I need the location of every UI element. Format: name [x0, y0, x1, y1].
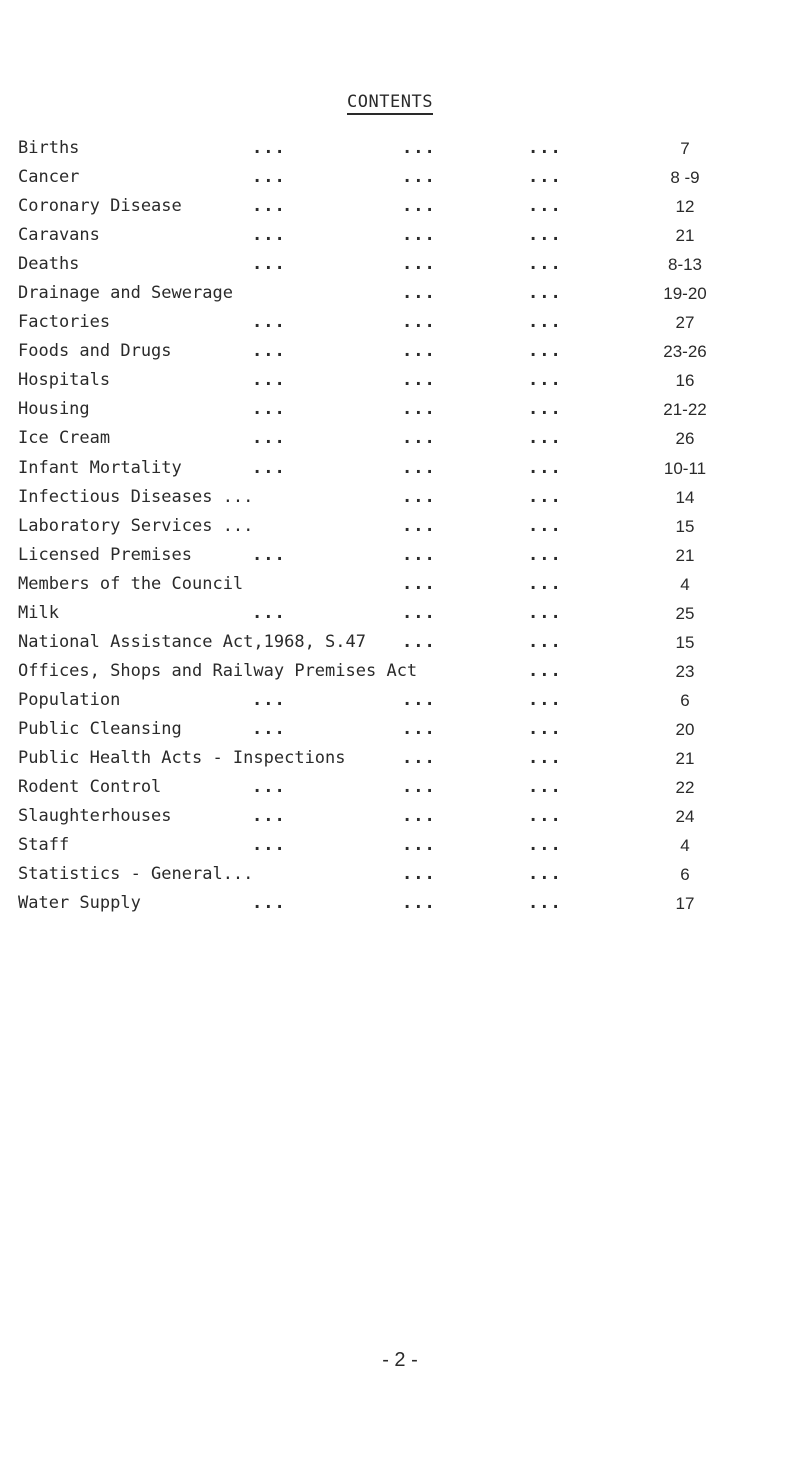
dot-leader: ... [528, 806, 562, 827]
entry-page-number: 19-20 [663, 284, 707, 304]
contents-entry [0, 715, 800, 744]
entry-label: Infectious Diseases ... [18, 486, 254, 507]
contents-entry [0, 657, 800, 686]
dot-leader: ... [402, 457, 436, 478]
dot-leader: ... [252, 689, 286, 710]
dot-leader: ... [252, 893, 286, 914]
contents-entry [0, 570, 800, 599]
dot-leader: ... [528, 399, 562, 420]
dot-leader: ... [402, 718, 436, 739]
contents-entry [0, 163, 800, 192]
entry-label: Water Supply [18, 893, 141, 914]
entry-label: Public Health Acts - Inspections [18, 747, 346, 768]
entry-page-number: 12 [675, 197, 695, 217]
dot-leader: ... [528, 515, 562, 536]
dot-leader: ... [252, 457, 286, 478]
dot-leader: ... [528, 631, 562, 652]
entry-label: Infant Mortality [18, 457, 182, 478]
dot-leader: ... [252, 312, 286, 333]
dot-leader: ... [402, 747, 436, 768]
dot-leader: ... [252, 167, 286, 188]
entry-page-number: 17 [675, 894, 695, 914]
dot-leader: ... [528, 835, 562, 856]
entry-label: Ice Cream [18, 428, 111, 449]
entry-label: Statistics - General... [18, 864, 254, 885]
dot-leader: ... [252, 196, 286, 217]
dot-leader: ... [252, 602, 286, 623]
contents-entry [0, 744, 800, 773]
contents-entry [0, 250, 800, 279]
contents-entry [0, 279, 800, 308]
entry-label: Hospitals [18, 370, 111, 391]
dot-leader: ... [528, 138, 562, 158]
contents-entry [0, 337, 800, 366]
entry-label: Foods and Drugs [18, 341, 172, 362]
dot-leader: ... [252, 835, 286, 856]
contents-entry [0, 599, 800, 628]
dot-leader: ... [528, 660, 562, 681]
dot-leader: ... [528, 254, 562, 275]
dot-leader: ... [402, 254, 436, 275]
dot-leader: ... [528, 689, 562, 710]
dot-leader: ... [252, 254, 286, 275]
entry-label: National Assistance Act,1968, S.47 [18, 631, 366, 652]
entry-page-number: 6 [680, 865, 690, 885]
dot-leader: ... [402, 167, 436, 188]
dot-leader: ... [402, 864, 436, 885]
entry-label: Offices, Shops and Railway Premises Act [18, 660, 418, 681]
entry-page-number: 21 [675, 748, 695, 768]
entry-page-number: 8-13 [667, 255, 703, 275]
dot-leader: ... [528, 341, 562, 362]
entry-page-number: 21 [675, 226, 695, 246]
dot-leader: ... [402, 370, 436, 391]
dot-leader: ... [402, 544, 436, 565]
dot-leader: ... [528, 544, 562, 565]
dot-leader: ... [528, 747, 562, 768]
entry-page-number: 20 [675, 719, 695, 739]
dot-leader: ... [402, 225, 436, 246]
contents-entry [0, 541, 800, 570]
dot-leader: ... [528, 602, 562, 623]
contents-entry [0, 134, 800, 163]
entry-label: Staff [18, 835, 70, 856]
dot-leader: ... [252, 341, 286, 362]
dot-leader: ... [528, 573, 562, 594]
contents-list [0, 134, 800, 918]
contents-entry [0, 366, 800, 395]
contents-entry [0, 831, 800, 860]
dot-leader: ... [402, 196, 436, 217]
contents-entry [0, 395, 800, 424]
page-number: - 2 - [382, 1349, 418, 1371]
contents-entry [0, 454, 800, 483]
dot-leader: ... [402, 777, 436, 798]
dot-leader: ... [402, 631, 436, 652]
contents-entry [0, 802, 800, 831]
entry-page-number: 15 [675, 516, 695, 536]
dot-leader: ... [528, 312, 562, 333]
dot-leader: ... [528, 864, 562, 885]
dot-leader: ... [252, 806, 286, 827]
dot-leader: ... [528, 893, 562, 914]
entry-label: Drainage and Sewerage [18, 283, 233, 304]
dot-leader: ... [528, 283, 562, 304]
dot-leader: ... [528, 196, 562, 217]
dot-leader: ... [402, 806, 436, 827]
dot-leader: ... [402, 399, 436, 420]
entry-page-number: 6 [680, 690, 690, 710]
entry-label: Population [18, 689, 121, 710]
entry-label: Licensed Premises [18, 544, 192, 565]
entry-label: Rodent Control [18, 777, 162, 798]
contents-entry [0, 483, 800, 512]
entry-page-number: 4 [680, 574, 690, 594]
dot-leader: ... [528, 370, 562, 391]
entry-label: Births [18, 138, 80, 158]
dot-leader: ... [528, 225, 562, 246]
entry-label: Deaths [18, 254, 80, 275]
entry-page-number: 27 [675, 313, 695, 333]
contents-entry [0, 424, 800, 453]
dot-leader: ... [402, 835, 436, 856]
entry-label: Factories [18, 312, 111, 333]
entry-label: Members of the Council [18, 573, 244, 594]
entry-page-number: 7 [680, 139, 690, 158]
contents-entry [0, 686, 800, 715]
contents-entry [0, 773, 800, 802]
dot-leader: ... [402, 602, 436, 623]
dot-leader: ... [252, 225, 286, 246]
entry-page-number: 10-11 [663, 458, 707, 478]
dot-leader: ... [402, 893, 436, 914]
dot-leader: ... [402, 689, 436, 710]
dot-leader: ... [402, 486, 436, 507]
entry-page-number: 14 [675, 487, 695, 507]
dot-leader: ... [252, 544, 286, 565]
entry-label: Laboratory Services ... [18, 515, 254, 536]
dot-leader: ... [528, 167, 562, 188]
entry-label: Coronary Disease [18, 196, 182, 217]
dot-leader: ... [402, 138, 436, 158]
page-title [0, 92, 780, 115]
contents-entry [0, 308, 800, 337]
entry-label: Slaughterhouses [18, 806, 172, 827]
dot-leader: ... [402, 341, 436, 362]
dot-leader: ... [528, 777, 562, 798]
entry-page-number: 8 -9 [670, 168, 700, 188]
contents-entry [0, 889, 800, 918]
dot-leader: ... [402, 283, 436, 304]
entry-label: Caravans [18, 225, 100, 246]
dot-leader: ... [528, 457, 562, 478]
dot-leader: ... [402, 573, 436, 594]
contents-entry [0, 628, 800, 657]
entry-label: Cancer [18, 167, 80, 188]
entry-page-number: 15 [675, 632, 695, 652]
entry-label: Housing [18, 399, 90, 420]
dot-leader: ... [402, 312, 436, 333]
contents-entry [0, 192, 800, 221]
entry-page-number: 23-26 [663, 342, 707, 362]
contents-entry [0, 512, 800, 541]
dot-leader: ... [252, 399, 286, 420]
entry-page-number: 21 [675, 545, 695, 565]
dot-leader: ... [252, 777, 286, 798]
entry-page-number: 21-22 [663, 400, 707, 420]
contents-entry [0, 860, 800, 889]
entry-page-number: 4 [680, 836, 690, 856]
dot-leader: ... [528, 486, 562, 507]
dot-leader: ... [528, 428, 562, 449]
dot-leader: ... [402, 515, 436, 536]
dot-leader: ... [252, 718, 286, 739]
page-title-text: CONTENTS [347, 92, 433, 115]
entry-page-number: 23 [675, 661, 695, 681]
dot-leader: ... [252, 428, 286, 449]
entry-page-number: 16 [675, 371, 695, 391]
entry-label: Public Cleansing [18, 718, 182, 739]
entry-page-number: 25 [675, 603, 695, 623]
entry-label: Milk [18, 602, 59, 623]
entry-page-number: 26 [675, 429, 695, 449]
dot-leader: ... [252, 370, 286, 391]
entry-page-number: 24 [675, 807, 695, 827]
contents-entry [0, 221, 800, 250]
dot-leader: ... [402, 428, 436, 449]
dot-leader: ... [252, 138, 286, 158]
dot-leader: ... [528, 718, 562, 739]
entry-page-number: 22 [675, 778, 695, 798]
